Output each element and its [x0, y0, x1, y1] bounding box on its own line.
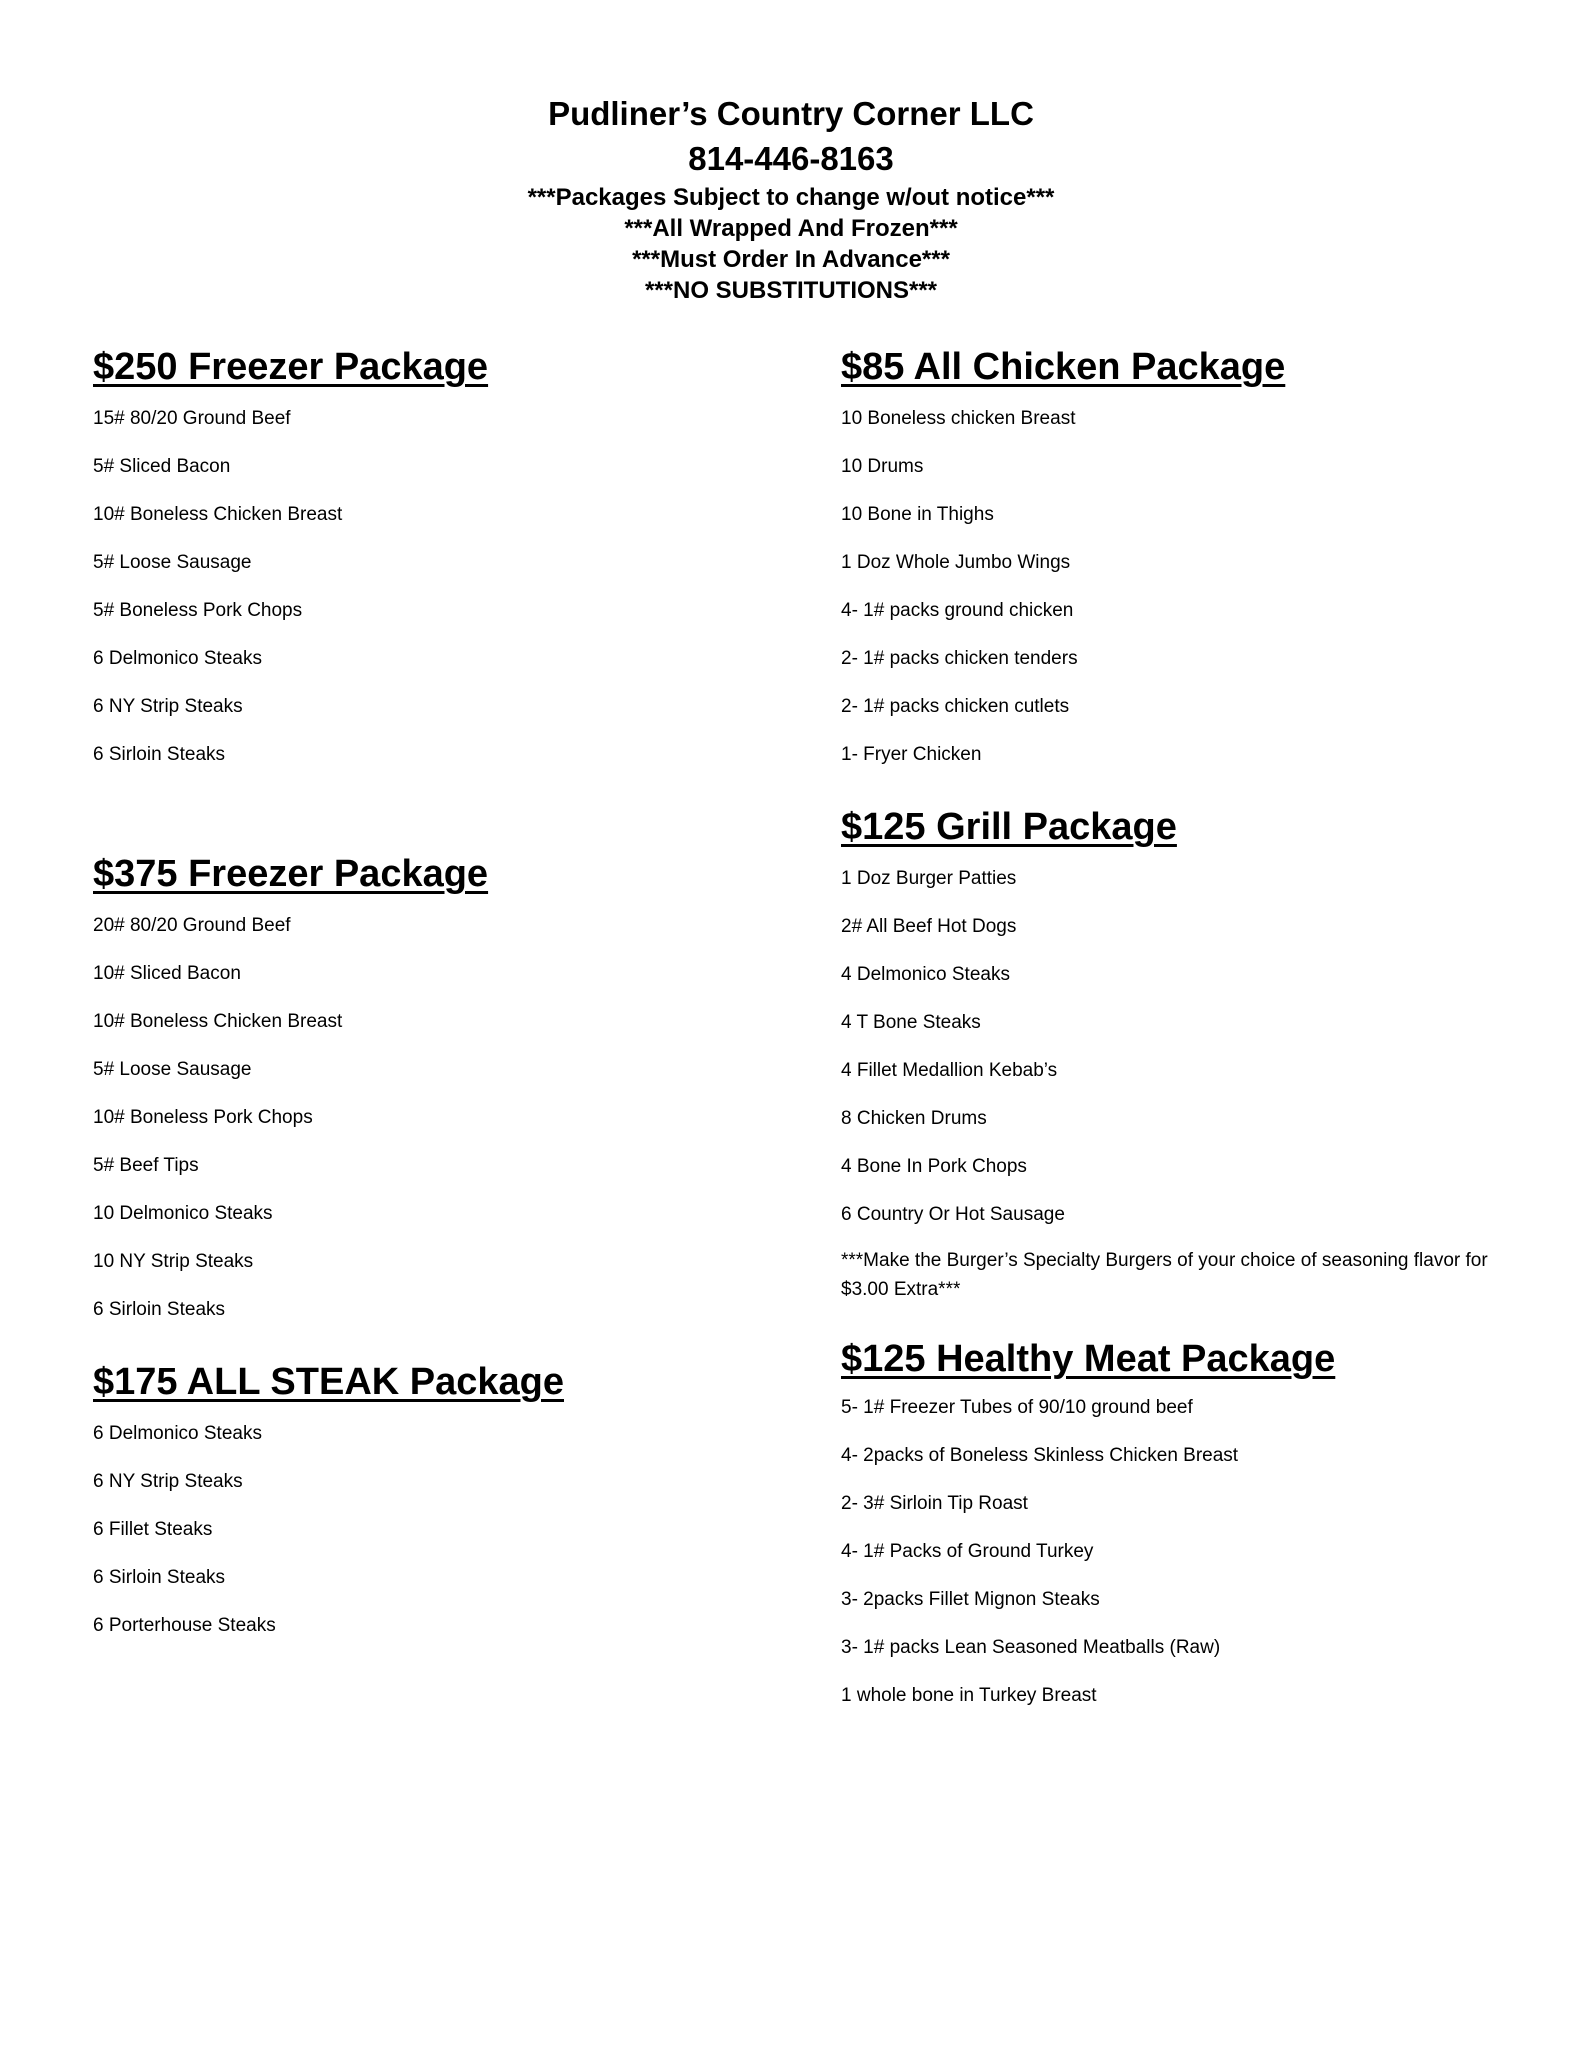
package-item: 10 Boneless chicken Breast: [841, 408, 1076, 429]
notice-order-in-advance: ***Must Order In Advance***: [632, 246, 950, 273]
package-item: 5# Sliced Bacon: [93, 456, 231, 477]
package-item: 6 Delmonico Steaks: [93, 1423, 262, 1444]
notice-no-substitutions: ***NO SUBSTITUTIONS***: [644, 277, 938, 304]
package-item: 5- 1# Freezer Tubes of 90/10 ground beef: [841, 1397, 1193, 1418]
package-item: 8 Chicken Drums: [841, 1108, 987, 1129]
package-item: 6 Country Or Hot Sausage: [841, 1204, 1065, 1225]
package-item: 3- 1# packs Lean Seasoned Meatballs (Raw): [841, 1637, 1221, 1658]
notice-wrapped-frozen: ***All Wrapped And Frozen***: [624, 215, 958, 242]
freezer-375-package: [93, 849, 488, 1345]
company-name: Pudliner’s Country Corner LLC: [548, 95, 1034, 132]
package-item: 4- 2packs of Boneless Skinless Chicken Breast: [841, 1445, 1239, 1466]
chicken-85-package: [841, 342, 1285, 790]
package-title: $85 All Chicken Package: [841, 346, 1286, 388]
specialty-burger-note: ***Make the Burger’s Specialty Burgers of your choice of seasoning flavor for $3.00 Extra***: [841, 1250, 1488, 1300]
package-item: 10 NY Strip Steaks: [93, 1251, 254, 1272]
page-header: [0, 92, 1582, 306]
package-item: 6 NY Strip Steaks: [93, 696, 243, 717]
package-title: $175 ALL STEAK Package: [93, 1361, 564, 1403]
healthy-125-package: [841, 1334, 1335, 1731]
freezer-250-package: [93, 342, 488, 790]
package-item: 4- 1# packs ground chicken: [841, 600, 1074, 621]
package-item: 4 Fillet Medallion Kebab’s: [841, 1060, 1058, 1081]
package-item: 10 Bone in Thighs: [841, 504, 994, 525]
package-item: 1 Doz Whole Jumbo Wings: [841, 552, 1071, 573]
package-title: $125 Grill Package: [841, 806, 1177, 848]
package-item: 10# Sliced Bacon: [93, 963, 241, 984]
package-item: 4- 1# Packs of Ground Turkey: [841, 1541, 1094, 1562]
package-item: 5# Boneless Pork Chops: [93, 600, 303, 621]
package-item: 6 Sirloin Steaks: [93, 1567, 226, 1588]
package-item: 4 T Bone Steaks: [841, 1012, 981, 1033]
package-item: 6 Sirloin Steaks: [93, 1299, 226, 1320]
package-item: 2- 3# Sirloin Tip Roast: [841, 1493, 1028, 1514]
company-phone: 814-446-8163: [688, 140, 894, 177]
package-item: 10# Boneless Chicken Breast: [93, 504, 343, 525]
grill-125-package: [841, 802, 1521, 1304]
package-item: 2# All Beef Hot Dogs: [841, 916, 1017, 937]
package-item: 6 Sirloin Steaks: [93, 744, 226, 765]
package-item: 10# Boneless Chicken Breast: [93, 1011, 343, 1032]
package-item: 10# Boneless Pork Chops: [93, 1107, 313, 1128]
package-item: 4 Delmonico Steaks: [841, 964, 1010, 985]
package-title: $375 Freezer Package: [93, 853, 489, 895]
notice-subject-to-change: ***Packages Subject to change w/out notice***: [527, 184, 1055, 211]
package-item: 6 NY Strip Steaks: [93, 1471, 243, 1492]
package-item: 5# Beef Tips: [93, 1155, 199, 1176]
package-title: $250 Freezer Package: [93, 346, 489, 388]
package-item: 10 Drums: [841, 456, 924, 477]
package-item: 6 Porterhouse Steaks: [93, 1615, 276, 1636]
package-item: 4 Bone In Pork Chops: [841, 1156, 1027, 1177]
package-item: 1 Doz Burger Patties: [841, 868, 1017, 889]
package-item: 1- Fryer Chicken: [841, 744, 982, 765]
package-item: 2- 1# packs chicken cutlets: [841, 696, 1070, 717]
package-item: 15# 80/20 Ground Beef: [93, 408, 291, 429]
package-item: 20# 80/20 Ground Beef: [93, 915, 291, 936]
package-item: 5# Loose Sausage: [93, 1059, 252, 1080]
package-item: 2- 1# packs chicken tenders: [841, 648, 1078, 669]
package-item: 6 Delmonico Steaks: [93, 648, 262, 669]
package-item: 5# Loose Sausage: [93, 552, 252, 573]
package-title: $125 Healthy Meat Package: [841, 1338, 1336, 1380]
steak-175-package: [93, 1357, 564, 1661]
package-item: 10 Delmonico Steaks: [93, 1203, 273, 1224]
package-item: 1 whole bone in Turkey Breast: [841, 1685, 1097, 1706]
package-item: 6 Fillet Steaks: [93, 1519, 213, 1540]
package-item: 3- 2packs Fillet Mignon Steaks: [841, 1589, 1100, 1610]
